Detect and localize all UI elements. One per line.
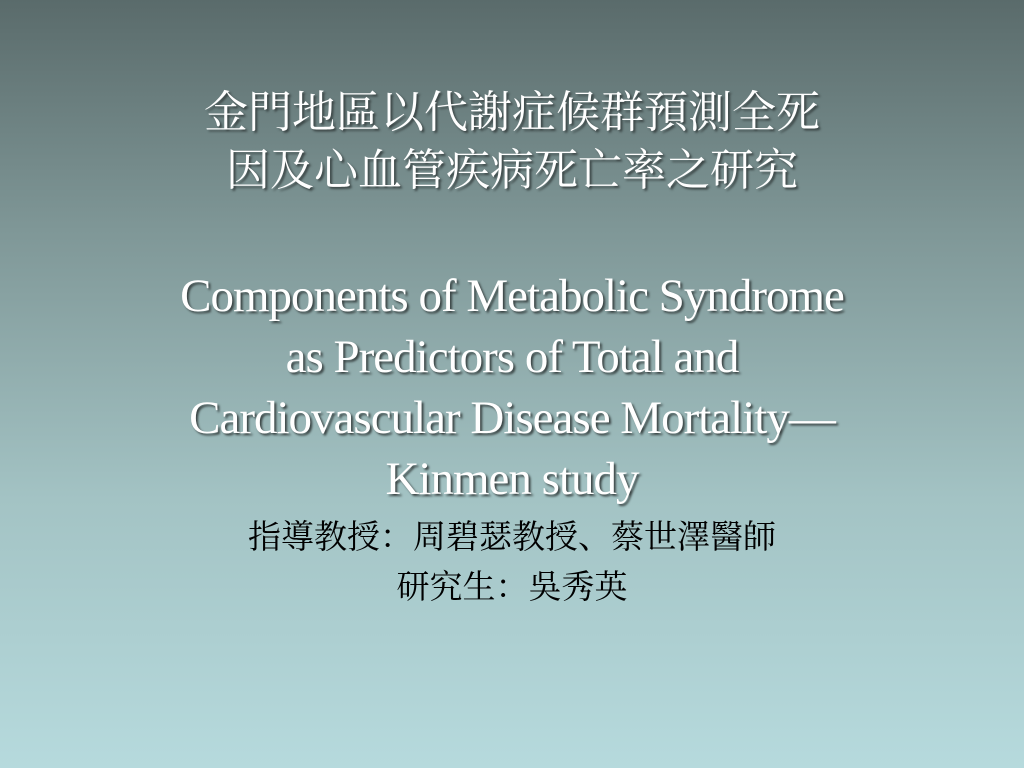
advisor-line: 指導教授：周碧瑟教授、蔡世澤醫師 <box>248 517 776 556</box>
credits <box>80 512 944 612</box>
slide-title <box>80 84 944 510</box>
english-title-line-2: as Predictors of Total and <box>285 331 739 383</box>
english-title-line-1: Components of Metabolic Syndrome <box>180 270 844 322</box>
chinese-title-line-2: 因及心血管疾病死亡率之研究 <box>226 145 798 196</box>
english-title <box>80 266 944 510</box>
english-title-line-3: Cardiovascular Disease Mortality— <box>189 392 835 444</box>
english-title-line-4: Kinmen study <box>385 453 639 505</box>
title-spacer <box>80 200 944 266</box>
chinese-title <box>80 84 944 200</box>
chinese-title-line-1: 金門地區以代謝症候群預測全死 <box>204 87 820 138</box>
student-line: 研究生：吳秀英 <box>396 567 628 606</box>
